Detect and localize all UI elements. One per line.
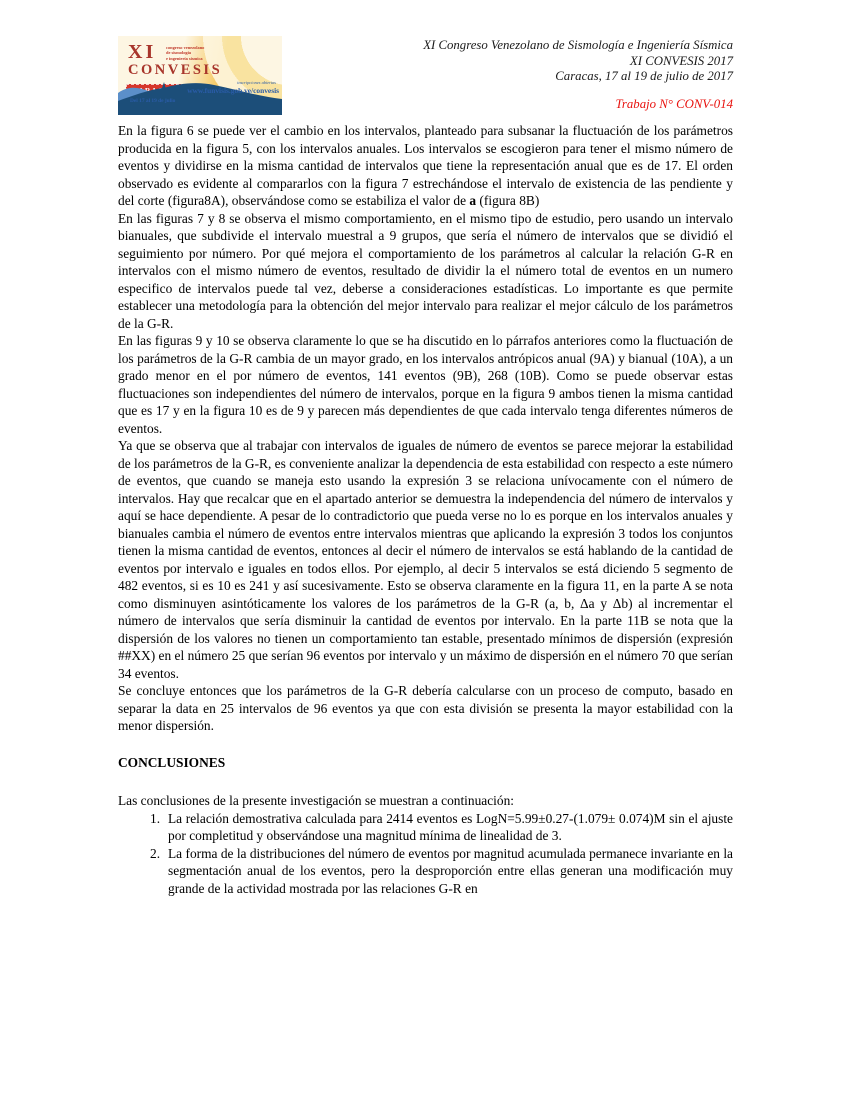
conclusion-item (118, 810, 733, 845)
work-number: Trabajo N° CONV-014 (615, 96, 733, 111)
congress-title-line: XI Congreso Venezolano de Sismología e Ingeniería Sísmica (423, 38, 733, 52)
paragraph-text: Se concluye entonces que los parámetros de la G-R debería calcularse con un proceso de computo, basado en separar la data en 25 intervalos de 96 eventos ya que con esta división se presenta la mayor estabilidad con la menor dispersión. (118, 683, 733, 733)
conclusion-item (118, 845, 733, 898)
paragraph-text: En la figura 6 se puede ver el cambio en los intervalos, planteado para subsanar la fluctuación de los parámetros producida en la figura 5, con los intervalos anuales. Los intervalos se escogieron para tener el mismo número de eventos y dividirse en la misma cantidad de intervalos que tiene la representación anual que es de 17. El orden observado es evidente al compararlos con la figura 7 estrechándose el intervalo de existencia de las pendiente y del corte (figura8A), observándose como se estabiliza el valor de (118, 123, 733, 208)
congress-acronym-line: XI CONVESIS 2017 (629, 53, 733, 68)
logo-roman-numeral: XI (128, 41, 157, 63)
body-paragraph (118, 332, 733, 437)
paragraph-text: Ya que se observa que al trabajar con intervalos de iguales de número de eventos se parece mejorar la estabilidad de los parámetros de la G-R, es conveniente analizar la dependencia de esta estabilidad con respecto a este número de eventos, que cuando se maneja esto usando la expresión 3 se relaciona unívocamente con el número de intervalos. Hay que recalcar que en el apartado anterior se demuestra la independencia del número de intervalos y aquí se hace dependiente. A pesar de lo contradictorio que pueda verse no lo es porque en los intervalos anuales y bianuales cambia el número de eventos entre intervalos mientras que aplicando la expresión 3 todos los conjuntos tienen la misma cantidad de eventos, entonces al decir el número de intervalos se está hablando de la cantidad de eventos por intervalo e iguales en todos ellos. Por ejemplo, al decir 5 intervalos se está diciendo 5 segmento de 482 eventos, si es 10 es 241 y así sucesivamente. Esto se observa claramente en la figura 11, en la parte A se nota como disminuyen asintóticamente los valores de los parámetros de la G-R (a, b, Δa y Δb) al incrementar el número de intervalos que sería disminuir la cantidad de eventos por intervalo. En la parte 11B se nota que la dispersión de los valores no tienen un comportamiento tan estable, presentado mínimos de dispersión (expresión ##XX) en el número 25 que serían 96 eventos por intervalo y un máximo de dispersión en el número 70 que serían 34 eventos. (118, 438, 733, 681)
mountain-silhouette-icon (118, 79, 282, 115)
body-paragraph (118, 682, 733, 735)
body-paragraph (118, 437, 733, 682)
conclusion-text: La relación demostrativa calculada para 2414 eventos es LogN=5.99±0.27-(1.079± 0.074)M sin el ajuste por completitud y observándose una magnitud mínima de linealidad de 3. (168, 810, 733, 843)
conclusion-number: 1. (150, 810, 161, 826)
body-paragraph (118, 122, 733, 210)
document-body (118, 122, 733, 897)
logo-subtitle-line-1: congreso venezolano (166, 45, 205, 50)
conclusions-list (118, 810, 733, 898)
congress-location-line: Caracas, 17 al 19 de julio de 2017 (555, 69, 733, 84)
conclusions-heading: CONCLUSIONES (118, 754, 226, 770)
logo-subtitle (166, 45, 204, 61)
paragraph-text: En las figuras 9 y 10 se observa claramente lo que se ha discutido en lo párrafos anteriores como la fluctuación de los parámetros de la G-R cambia de un mayor grado, en los intervalos antrópicos anual (9A) y bianual (10A), a un grado menor en el por número de eventos, 141 eventos (9B), 268 (10B). Como se puede observar estas fluctuaciones son independientes del número de intervalos, porque en la figura 9 ambos tienen la misma cantidad que es 17 y en la figura 10 es de 9 y parecen más dependientes de que cada intervalo tenga diferentes números de eventos. (118, 333, 733, 436)
body-paragraph (118, 210, 733, 333)
logo-subtitle-line-3: e ingeniería sísmica (166, 55, 203, 61)
logo-brand-text: CONVESIS (128, 62, 223, 78)
conclusion-text: La forma de la distribuciones del número de eventos por magnitud acumulada permanece invariante en la segmentación anual de los eventos, pero la desproporción entre ellas generan una modificación muy grande de la actividad mostrada por las relaciones G-R en (168, 845, 733, 896)
bold-term: a (469, 193, 477, 208)
logo-url: www.funvisis.gob.ve/convesis (187, 86, 279, 95)
convesis-logo (118, 36, 282, 115)
logo-subtitle-line-2: de sismología (166, 50, 192, 56)
paragraph-text: En las figuras 7 y 8 se observa el mismo comportamiento, en el mismo tipo de estudio, pero usando un intervalo bianuales, que subdivide el intervalo muestral a 9 grupos, que sería el número de intervalos que se dividió el seguimiento por número. Por qué mejora el comportamiento de los parámetros al calcular la relación G-R en intervalos con el mismo número de eventos, resultado de dividir la el número total de eventos en un numero especifico de intervalos puede tal vez, deberse a consideraciones estadísticas. Lo importante es que permite establecer una metodología para la obtención del mejor intervalo para realizar el mejor cálculo de los parámetros de la G-R. (118, 210, 733, 331)
conclusion-number: 2. (150, 845, 161, 861)
paragraph-text: (figura 8B) (476, 193, 540, 208)
logo-inscriptions-note: inscripciones abiertas (237, 80, 276, 85)
logo-dates: Del 17 al 19 de julio (130, 98, 176, 104)
paragraphs-container (118, 122, 733, 735)
document-header (423, 38, 733, 112)
conclusions-intro: Las conclusiones de la presente investigación se muestran a continuación: (118, 793, 515, 808)
